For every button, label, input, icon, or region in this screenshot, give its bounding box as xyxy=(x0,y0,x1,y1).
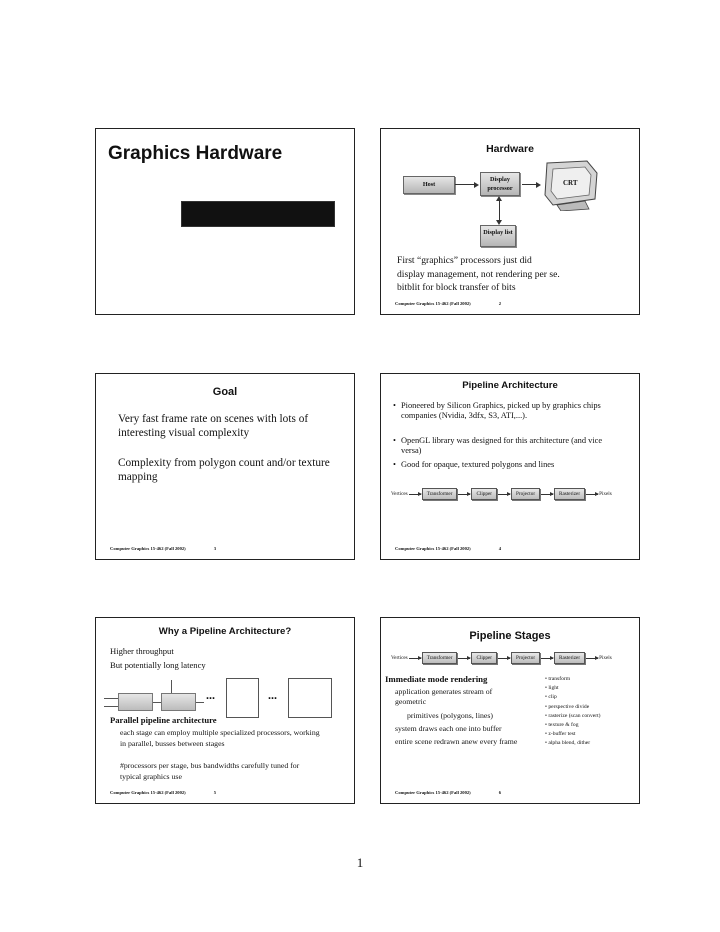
pipeline-input: Vertices xyxy=(391,655,408,661)
slide-4-bullet-3: • Good for opaque, textured polygons and lines xyxy=(401,460,611,470)
slide-6-pipeline-diagram xyxy=(391,652,612,664)
footer-course: Computer Graphics 15-462 (Fall 2002) xyxy=(110,546,186,551)
arrow xyxy=(541,494,553,495)
slide-3-footer xyxy=(110,546,216,551)
slide-1 xyxy=(95,128,355,315)
stage-projector: Projector xyxy=(511,652,540,664)
crt-monitor-icon xyxy=(541,159,601,211)
dark-image-block xyxy=(182,202,334,226)
slide-5-footer xyxy=(110,790,216,795)
slide-2-line-3: bitblit for block transfer of bits xyxy=(397,282,516,293)
processor-list-arrow xyxy=(499,200,500,222)
slide-5-subhead: Parallel pipeline architecture xyxy=(110,715,217,725)
slide-6-line-2: primitives (polygons, lines) xyxy=(407,711,493,720)
footer-page-number: 4 xyxy=(498,546,502,551)
slide-6-subhead: Immediate mode rendering xyxy=(385,674,488,684)
arrow xyxy=(458,658,470,659)
list-item: • rasterize (scan convert) xyxy=(545,712,601,721)
footer-course: Computer Graphics 15-462 (Fall 2002) xyxy=(395,790,471,795)
slide-2 xyxy=(380,128,640,315)
pipeline-output: Pixels xyxy=(599,491,612,497)
slide-5 xyxy=(95,617,355,804)
ellipsis: ... xyxy=(268,688,277,702)
footer-course: Computer Graphics 15-462 (Fall 2002) xyxy=(110,790,186,795)
slide-3-para-2: Complexity from polygon count and/or texture mapping xyxy=(118,457,330,483)
list-item: • transform xyxy=(545,675,601,684)
slide-6-footer xyxy=(395,790,501,795)
crt-label: CRT xyxy=(563,179,578,187)
stage-box xyxy=(118,693,153,711)
footer-course: Computer Graphics 15-462 (Fall 2002) xyxy=(395,301,471,306)
display-processor-box: Display processor xyxy=(480,172,520,196)
footer-page-number: 6 xyxy=(498,790,502,795)
stage-projector: Projector xyxy=(511,488,540,500)
stage-clipper: Clipper xyxy=(471,488,497,500)
list-item: • perspective divide xyxy=(545,703,601,712)
stage-rasterizer: Rasterizer xyxy=(554,652,585,664)
slide-3-para-1: Very fast frame rate on scenes with lots of interesting visual complexity xyxy=(118,413,309,439)
feed-line xyxy=(171,680,172,693)
slide-2-line-1: First “graphics” processors just did xyxy=(397,255,532,266)
stage-box xyxy=(161,693,196,711)
slide-4-pipeline-diagram xyxy=(391,488,612,500)
list-item: • clip xyxy=(545,693,601,702)
arrow-head-up xyxy=(496,196,502,201)
slide-6-line-3: system draws each one into buffer xyxy=(395,724,502,733)
stage-clipper: Clipper xyxy=(471,652,497,664)
slide-1-title: Graphics Hardware xyxy=(108,143,283,164)
arrow xyxy=(586,658,598,659)
arrow xyxy=(409,658,421,659)
arrow xyxy=(498,494,510,495)
list-item: • light xyxy=(545,684,601,693)
slide-4-footer xyxy=(395,546,501,551)
ellipsis: ... xyxy=(206,688,215,702)
footer-page-number: 5 xyxy=(213,790,217,795)
arrow-head xyxy=(474,182,479,188)
arrow xyxy=(409,494,421,495)
stage-operations-list xyxy=(545,675,601,749)
display-list-box: Display list xyxy=(480,225,516,247)
slide-5-line-2: But potentially long latency xyxy=(110,660,206,670)
pipeline-output: Pixels xyxy=(599,655,612,661)
slide-4-bullet-1: • Pioneered by Silicon Graphics, picked up by graphics chips companies (Nvidia, 3dfx, S3, ATI,...). xyxy=(401,401,601,421)
slide-4-title: Pipeline Architecture xyxy=(462,380,558,391)
slide-5-para-1: each stage can employ multiple specialized processors, working in parallel, busses between stages xyxy=(120,728,320,748)
footer-page-number: 3 xyxy=(213,546,217,551)
slide-5-para-2: #processors per stage, bus bandwidths carefully tuned for typical graphics use xyxy=(120,761,300,781)
list-item: • texture & fog xyxy=(545,721,601,730)
connector-line xyxy=(153,702,161,703)
connector-line xyxy=(196,702,204,703)
host-box: Host xyxy=(403,176,455,194)
slide-3-title: Goal xyxy=(212,386,238,398)
empty-stage-box xyxy=(288,678,332,718)
arrow xyxy=(586,494,598,495)
input-line xyxy=(104,698,118,699)
slide-6-line-4: entire scene redrawn anew every frame xyxy=(395,737,518,746)
arrow xyxy=(458,494,470,495)
arrow xyxy=(498,658,510,659)
slide-2-text xyxy=(397,254,560,295)
footer-course: Computer Graphics 15-462 (Fall 2002) xyxy=(395,546,471,551)
slide-2-footer xyxy=(395,301,501,306)
slide-4-bullet-2: • OpenGL library was designed for this architecture (and vice versa) xyxy=(401,436,611,456)
slide-5-line-1: Higher throughput xyxy=(110,646,174,656)
list-item: • z-buffer test xyxy=(545,730,601,739)
slide-6-line-1: application generates stream of geometric xyxy=(395,687,493,706)
pipeline-input: Vertices xyxy=(391,491,408,497)
slide-2-title: Hardware xyxy=(486,143,534,155)
empty-stage-box xyxy=(226,678,259,718)
input-line xyxy=(104,706,118,707)
slide-4 xyxy=(380,373,640,560)
slide-5-title: Why a Pipeline Architecture? xyxy=(158,626,292,637)
stage-rasterizer: Rasterizer xyxy=(554,488,585,500)
slide-6 xyxy=(380,617,640,804)
slide-3 xyxy=(95,373,355,560)
slide-6-title: Pipeline Stages xyxy=(469,630,551,642)
page-number: 1 xyxy=(356,855,364,870)
stage-transformer: Transformer xyxy=(422,652,458,664)
slide-2-line-2: display management, not rendering per se. xyxy=(397,268,560,280)
arrow xyxy=(541,658,553,659)
footer-page-number: 2 xyxy=(498,301,502,306)
list-item: • alpha blend, dither xyxy=(545,739,601,748)
stage-transformer: Transformer xyxy=(422,488,458,500)
